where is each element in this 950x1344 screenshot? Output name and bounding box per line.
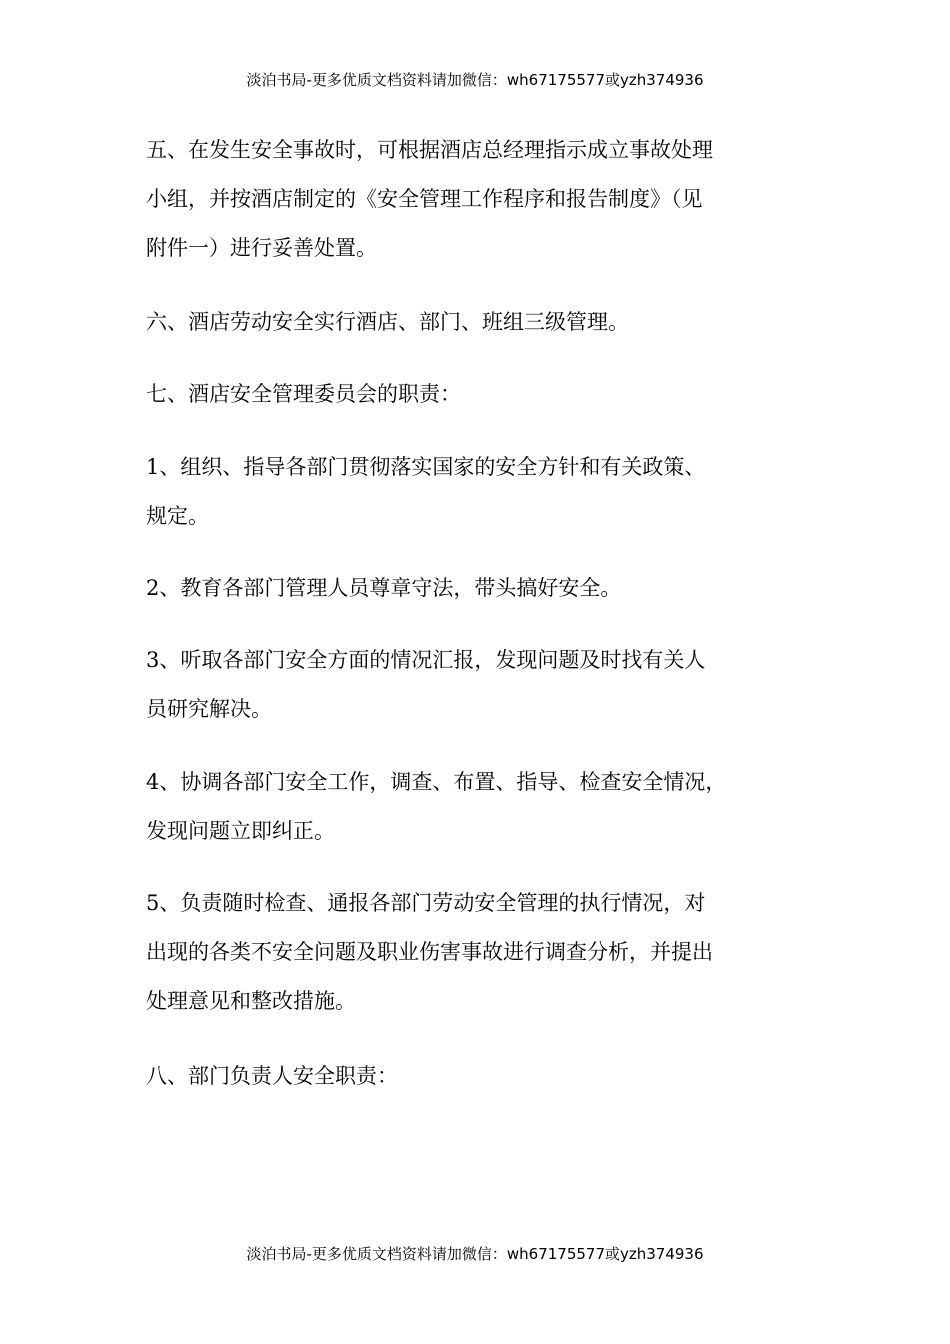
- text-line: 规定。: [146, 504, 209, 528]
- text-line: 发现问题立即纠正。: [146, 819, 335, 843]
- list-text: 教育各部门管理人员尊章守法，带头搞好安全。: [180, 576, 622, 600]
- paragraph-six: [146, 298, 810, 347]
- text-line: 六、酒店劳动安全实行酒店、部门、班组三级管理。: [146, 310, 629, 334]
- list-item-4: [146, 758, 810, 856]
- list-number: 1、: [146, 455, 181, 479]
- text-line: 七、酒店安全管理委员会的职责：: [146, 382, 461, 406]
- list-number: 3、: [146, 648, 181, 672]
- list-item-2: [146, 564, 810, 613]
- text-line: 附件一）进行妥善处置。: [146, 236, 377, 260]
- text-line: [146, 636, 810, 685]
- list-text: 协调各部门安全工作，调查、布置、指导、检查安全情况，: [180, 770, 727, 794]
- text-line: 出现的各类不安全问题及职业伤害事故进行调查分析，并提出: [146, 940, 713, 964]
- list-text: 组织、指导各部门贯彻落实国家的安全方针和有关政策、: [180, 455, 706, 479]
- text-line: [146, 443, 810, 492]
- list-text: 听取各部门安全方面的情况汇报，发现问题及时找有关人: [180, 648, 706, 672]
- text-line: [146, 758, 810, 807]
- document-body: [146, 126, 810, 273]
- text-line: [146, 564, 810, 613]
- paragraph-seven: [146, 370, 810, 419]
- list-number: 2、: [146, 576, 181, 600]
- text-line: 五、在发生安全事故时，可根据酒店总经理指示成立事故处理: [146, 138, 713, 162]
- list-text: 负责随时检查、通报各部门劳动安全管理的执行情况，对: [180, 891, 706, 915]
- paragraph-eight: [146, 1052, 810, 1101]
- text-line: 处理意见和整改措施。: [146, 989, 356, 1013]
- list-item-1: [146, 443, 810, 541]
- list-number: 5、: [146, 891, 181, 915]
- page-header-watermark: 淡泊书局-更多优质文档资料请加微信：wh67175577或yzh374936: [246, 71, 704, 89]
- text-line: 小组，并按酒店制定的《安全管理工作程序和报告制度》（见: [146, 187, 703, 211]
- text-line: [146, 879, 810, 928]
- text-line: 员研究解决。: [146, 697, 272, 721]
- list-number: 4、: [146, 770, 181, 794]
- paragraph-five: [146, 126, 810, 273]
- page-footer-watermark: 淡泊书局-更多优质文档资料请加微信：wh67175577或yzh374936: [246, 1245, 704, 1263]
- list-item-3: [146, 636, 810, 734]
- text-line: 八、部门负责人安全职责：: [146, 1064, 398, 1088]
- list-item-5: [146, 879, 810, 1026]
